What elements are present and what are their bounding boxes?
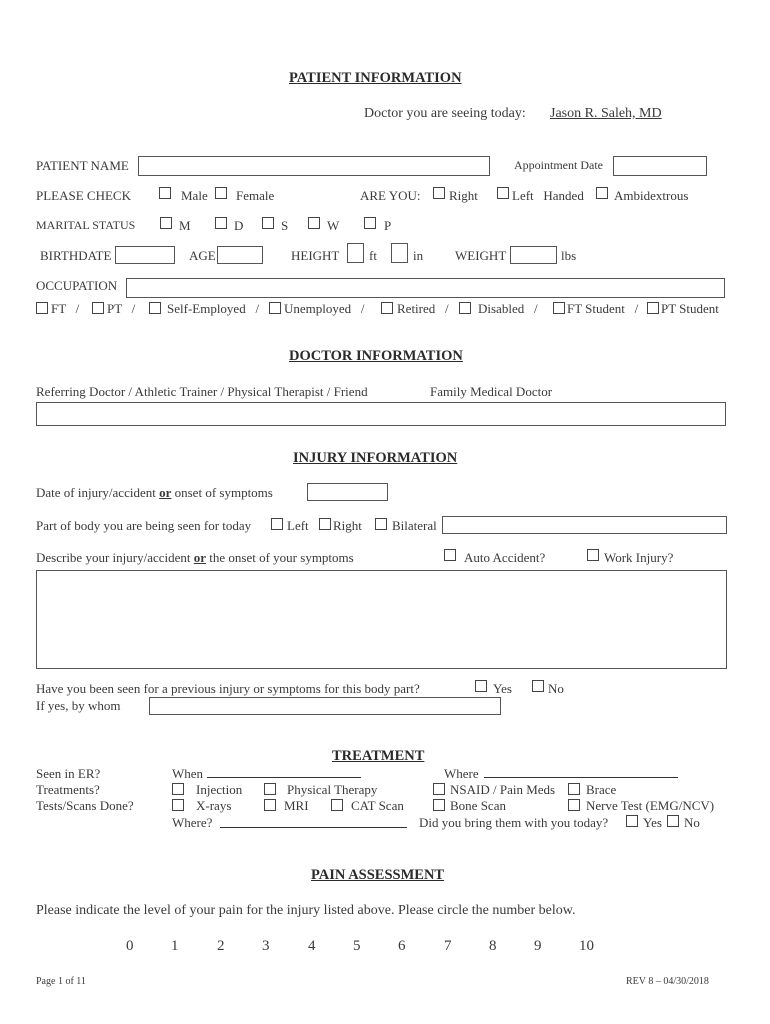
injury-info-heading: INJURY INFORMATION — [293, 450, 458, 466]
occ-pt-checkbox[interactable] — [92, 302, 104, 314]
ambidextrous-checkbox[interactable] — [596, 187, 608, 199]
weight-label: WEIGHT — [455, 248, 507, 263]
marital-s-label: S — [281, 218, 289, 233]
occ-ft-checkbox[interactable] — [36, 302, 48, 314]
occ-unemployed-checkbox[interactable] — [269, 302, 281, 314]
when-line[interactable] — [207, 777, 361, 778]
marital-w-label: W — [327, 218, 340, 233]
female-label: Female — [236, 188, 275, 203]
nsaid-label: NSAID / Pain Meds — [450, 782, 556, 797]
please-check-label: PLEASE CHECK — [36, 188, 131, 203]
occ-ft-student-checkbox[interactable] — [553, 302, 565, 314]
where2-line[interactable] — [220, 827, 407, 828]
if-yes-field[interactable] — [149, 697, 501, 715]
treatments-label: Treatments? — [36, 782, 100, 797]
occ-pt-student-label: PT Student — [661, 301, 719, 316]
cat-scan-checkbox[interactable] — [331, 799, 343, 811]
body-right-checkbox[interactable] — [319, 518, 331, 530]
seen-er-label: Seen in ER? — [36, 766, 101, 781]
pain-scale-1[interactable]: 1 — [171, 938, 179, 954]
pain-scale-9[interactable]: 9 — [534, 938, 542, 954]
marital-s-checkbox[interactable] — [262, 217, 274, 229]
weight-field[interactable] — [510, 246, 557, 264]
pain-instruction: Please indicate the level of your pain for the injury listed above. Please circle the number below. — [36, 903, 576, 918]
height-in-field[interactable] — [391, 243, 408, 263]
where2-label: Where? — [172, 815, 213, 830]
pain-scale-4[interactable]: 4 — [308, 938, 316, 954]
occ-retired-label: Retired / — [397, 301, 449, 316]
occ-self-label: Self-Employed / — [167, 301, 260, 316]
previous-no-label: No — [548, 681, 564, 696]
brace-checkbox[interactable] — [568, 783, 580, 795]
work-injury-checkbox[interactable] — [587, 549, 599, 561]
family-doctor-label: Family Medical Doctor — [430, 384, 553, 399]
pain-scale-6[interactable]: 6 — [398, 938, 406, 954]
referring-label: Referring Doctor / Athletic Trainer / Physical Therapist / Friend — [36, 384, 368, 399]
nerve-test-checkbox[interactable] — [568, 799, 580, 811]
mri-label: MRI — [284, 798, 309, 813]
nerve-test-label: Nerve Test (EMG/NCV) — [586, 798, 715, 813]
occ-pt-student-checkbox[interactable] — [647, 302, 659, 314]
marital-p-checkbox[interactable] — [364, 217, 376, 229]
describe-textarea[interactable] — [36, 570, 727, 669]
doctor-info-field[interactable] — [36, 402, 726, 426]
doctor-name: Jason R. Saleh, MD — [550, 106, 662, 121]
body-part-field[interactable] — [442, 516, 727, 534]
occupation-field[interactable] — [126, 278, 725, 298]
occ-disabled-checkbox[interactable] — [459, 302, 471, 314]
bring-yes-checkbox[interactable] — [626, 815, 638, 827]
right-handed-checkbox[interactable] — [433, 187, 445, 199]
where-label: Where — [444, 766, 479, 781]
marital-m-checkbox[interactable] — [160, 217, 172, 229]
left-handed-label: Left Handed — [512, 188, 584, 203]
treatment-heading: TREATMENT — [332, 748, 425, 764]
doctor-info-heading: DOCTOR INFORMATION — [289, 348, 463, 364]
occ-ft-label: FT / — [51, 301, 80, 316]
body-left-label: Left — [287, 518, 309, 533]
tests-label: Tests/Scans Done? — [36, 798, 134, 813]
marital-w-checkbox[interactable] — [308, 217, 320, 229]
cat-scan-label: CAT Scan — [351, 798, 404, 813]
male-checkbox[interactable] — [159, 187, 171, 199]
appointment-date-label: Appointment Date — [514, 158, 603, 172]
occ-pt-label: PT / — [107, 301, 136, 316]
patient-info-heading: PATIENT INFORMATION — [289, 70, 462, 86]
revision-label: REV 8 – 04/30/2018 — [626, 976, 709, 987]
pain-heading: PAIN ASSESSMENT — [311, 867, 445, 883]
marital-d-label: D — [234, 218, 244, 233]
left-handed-checkbox[interactable] — [497, 187, 509, 199]
body-left-checkbox[interactable] — [271, 518, 283, 530]
body-right-label: Right — [333, 518, 362, 533]
pain-scale-3[interactable]: 3 — [262, 938, 270, 954]
age-label: AGE — [189, 248, 216, 263]
physical-therapy-checkbox[interactable] — [264, 783, 276, 795]
pain-scale-10[interactable]: 10 — [579, 938, 594, 954]
male-label: Male — [181, 188, 208, 203]
physical-therapy-label: Physical Therapy — [287, 782, 378, 797]
marital-d-checkbox[interactable] — [215, 217, 227, 229]
bring-no-checkbox[interactable] — [667, 815, 679, 827]
marital-m-label: M — [179, 218, 191, 233]
bring-yes-label: Yes — [643, 815, 662, 830]
previous-yes-label: Yes — [493, 681, 512, 696]
previous-yes-checkbox[interactable] — [475, 680, 487, 692]
occ-self-checkbox[interactable] — [149, 302, 161, 314]
xrays-checkbox[interactable] — [172, 799, 184, 811]
pain-scale-8[interactable]: 8 — [489, 938, 497, 954]
patient-name-label: PATIENT NAME — [36, 158, 129, 173]
occupation-label: OCCUPATION — [36, 278, 118, 293]
if-yes-label: If yes, by whom — [36, 698, 121, 713]
previous-no-checkbox[interactable] — [532, 680, 544, 692]
bone-scan-label: Bone Scan — [450, 798, 506, 813]
bone-scan-checkbox[interactable] — [433, 799, 445, 811]
patient-name-field[interactable] — [138, 156, 490, 176]
injury-date-field[interactable] — [307, 483, 388, 501]
describe-label: Describe your injury/accident or the onset of your symptoms — [36, 550, 354, 565]
injection-label: Injection — [196, 782, 243, 797]
marital-status-label: MARITAL STATUS — [36, 218, 136, 232]
bring-label: Did you bring them with you today? — [419, 815, 609, 830]
pain-scale-7[interactable]: 7 — [444, 938, 452, 954]
nsaid-checkbox[interactable] — [433, 783, 445, 795]
body-bilateral-checkbox[interactable] — [375, 518, 387, 530]
height-ft-unit: ft — [369, 248, 377, 263]
height-ft-field[interactable] — [347, 243, 364, 263]
birthdate-field[interactable] — [115, 246, 175, 264]
marital-p-label: P — [384, 218, 392, 233]
xrays-label: X-rays — [196, 798, 232, 813]
height-label: HEIGHT — [291, 248, 340, 263]
pain-scale-0[interactable]: 0 — [126, 938, 134, 954]
occ-disabled-label: Disabled / — [478, 301, 538, 316]
auto-accident-label: Auto Accident? — [464, 550, 546, 565]
pain-scale-5[interactable]: 5 — [353, 938, 361, 954]
appointment-date-field[interactable] — [613, 156, 707, 176]
injury-date-label: Date of injury/accident or onset of symptoms — [36, 485, 273, 500]
weight-unit: lbs — [561, 248, 577, 263]
are-you-label: ARE YOU: — [360, 188, 421, 203]
auto-accident-checkbox[interactable] — [444, 549, 456, 561]
birthdate-label: BIRTHDATE — [40, 248, 112, 263]
previous-injury-label: Have you been seen for a previous injury or symptoms for this body part? — [36, 681, 420, 696]
brace-label: Brace — [586, 782, 617, 797]
mri-checkbox[interactable] — [264, 799, 276, 811]
occ-unemployed-label: Unemployed / — [284, 301, 365, 316]
ambidextrous-label: Ambidextrous — [614, 188, 689, 203]
bring-no-label: No — [684, 815, 700, 830]
occ-retired-checkbox[interactable] — [381, 302, 393, 314]
where-line[interactable] — [484, 777, 678, 778]
when-label: When — [172, 766, 204, 781]
injection-checkbox[interactable] — [172, 783, 184, 795]
doctor-label: Doctor you are seeing today: — [364, 106, 526, 121]
female-checkbox[interactable] — [215, 187, 227, 199]
work-injury-label: Work Injury? — [604, 550, 674, 565]
age-field[interactable] — [217, 246, 263, 264]
height-in-unit: in — [413, 248, 424, 263]
pain-scale-2[interactable]: 2 — [217, 938, 225, 954]
body-part-label: Part of body you are being seen for today — [36, 518, 252, 533]
page-number: Page 1 of 11 — [36, 976, 86, 987]
occ-ft-student-label: FT Student / — [567, 301, 639, 316]
right-label: Right — [449, 188, 478, 203]
body-bilateral-label: Bilateral — [392, 518, 437, 533]
